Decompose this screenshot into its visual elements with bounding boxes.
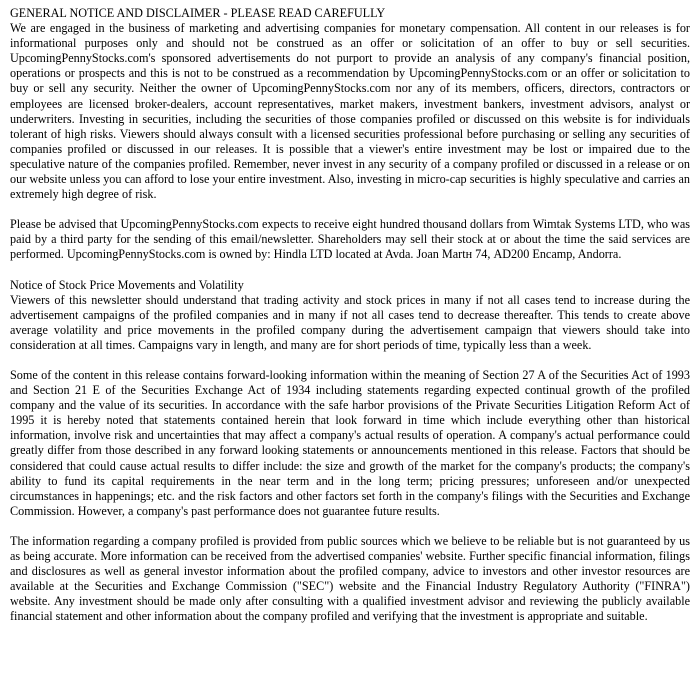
disclaimer-title: GENERAL NOTICE AND DISCLAIMER - PLEASE READ CAREFULLY [10,6,386,20]
forward-looking-paragraph [10,368,690,519]
forward-looking-body: Some of the content in this release contains forward-looking information within the meaning of Section 27 A of the Securities Act of 1993 and Section 21 E of the Securities Exchange Act of 1934 including statements regarding expected continual growth of the profiled company and the value of its securities. In accordance with the safe harbor provisions of the Private Securities Litigation Reform Act of 1995 it is hereby noted that statements contained herein that look forward in time which include everything other than historical information, involve risk and uncertainties that may affect a company's actual results of operation. A company's actual performance could greatly differ from those described in any forward looking statements or announcements mentioned in this release. Factors that should be considered that could cause actual results to differ include: the size and growth of the market for the company's products; the company's ability to fund its capital requirements in the near term and in the long term; pricing pressures; unforeseen and/or unexpected circumstances in happenings; etc. and the risk factors and other factors set forth in the company's filings with the Securities and Exchange Commission. However, a company's past performance does not guarantee future results. [10,367,690,518]
information-body: The information regarding a company profiled is provided from public sources which we believe to be reliable but is not guaranteed by us as being accurate. More information can be received from the advertised companies' website. Further specific financial information, filings and disclosures as well as general investor information about the profiled company, advice to investors and other investor resources are available at the Securities and Exchange Commission ("SEC") website and the Financial Industry Regulatory Authority ("FINRA") website. Any investment should be made only after consulting with a qualified investment advisor and reviewing the publicly available financial statement and other information about the company profiled and verifying that the investment is appropriate and suitable. [10,533,690,624]
volatility-paragraph [10,278,690,353]
compensation-paragraph [10,217,690,262]
compensation-body: Please be advised that UpcomingPennyStocks.com expects to receive eight hundred thousand dollars from Wimtak Systems LTD, who was paid by a third party for the sending of this email/newsletter. Shareholders may sell their stock at or about the time the said services are performed. UpcomingPennyStocks.com is owned by: Hindla LTD located at Avda. Joan Martн 74, AD200 Encamp, Andorra. [10,217,690,262]
volatility-body: Viewers of this newsletter should understand that trading activity and stock prices in many if not all cases tend to increase during the advertisement campaigns of the profiled companies and in many if not all cases tend to decrease thereafter. This tends to create above average volatility and price movements in the profiled company during the advertisement campaign that viewers should take into consideration at all times. Campaigns vary in length, and many are for short periods of time, typically less than a week. [10,292,690,352]
disclaimer-body: We are engaged in the business of marketing and advertising companies for monetary compensation. All content in our releases is for informational purposes only and should not be construed as an offer or solicitation of an offer to buy or sell securities. UpcomingPennyStocks.com's sponsored advertisements do not purport to provide an analysis of any company's financial position, operations or prospects and this is not to be construed as a recommendation by UpcomingPennyStocks.com or an offer or solicitation to buy or sell any security. Neither the owner of UpcomingPennyStocks.com nor any of its members, officers, directors, contractors or employees are licensed broker-dealers, account representatives, market makers, investment bankers, investment advisors, analyst or underwriters. Investing in securities, including the securities of those companies profiled or discussed on this website is for individuals tolerant of high risks. Viewers should always consult with a licensed securities professional before purchasing or selling any securities of companies profiled or discussed in our releases. It is possible that a viewer's entire investment may be lost or impaired due to the speculative nature of the companies profiled. Remember, never invest in any security of a company profiled or discussed in a release or on our website unless you can afford to lose your entire investment. Also, investing in micro-cap securities is highly speculative and carries an extremely high degree of risk. [10,21,690,202]
disclaimer-document [10,6,690,624]
information-paragraph [10,534,690,625]
volatility-title: Notice of Stock Price Movements and Volatility [10,277,244,292]
disclaimer-paragraph [10,6,690,202]
